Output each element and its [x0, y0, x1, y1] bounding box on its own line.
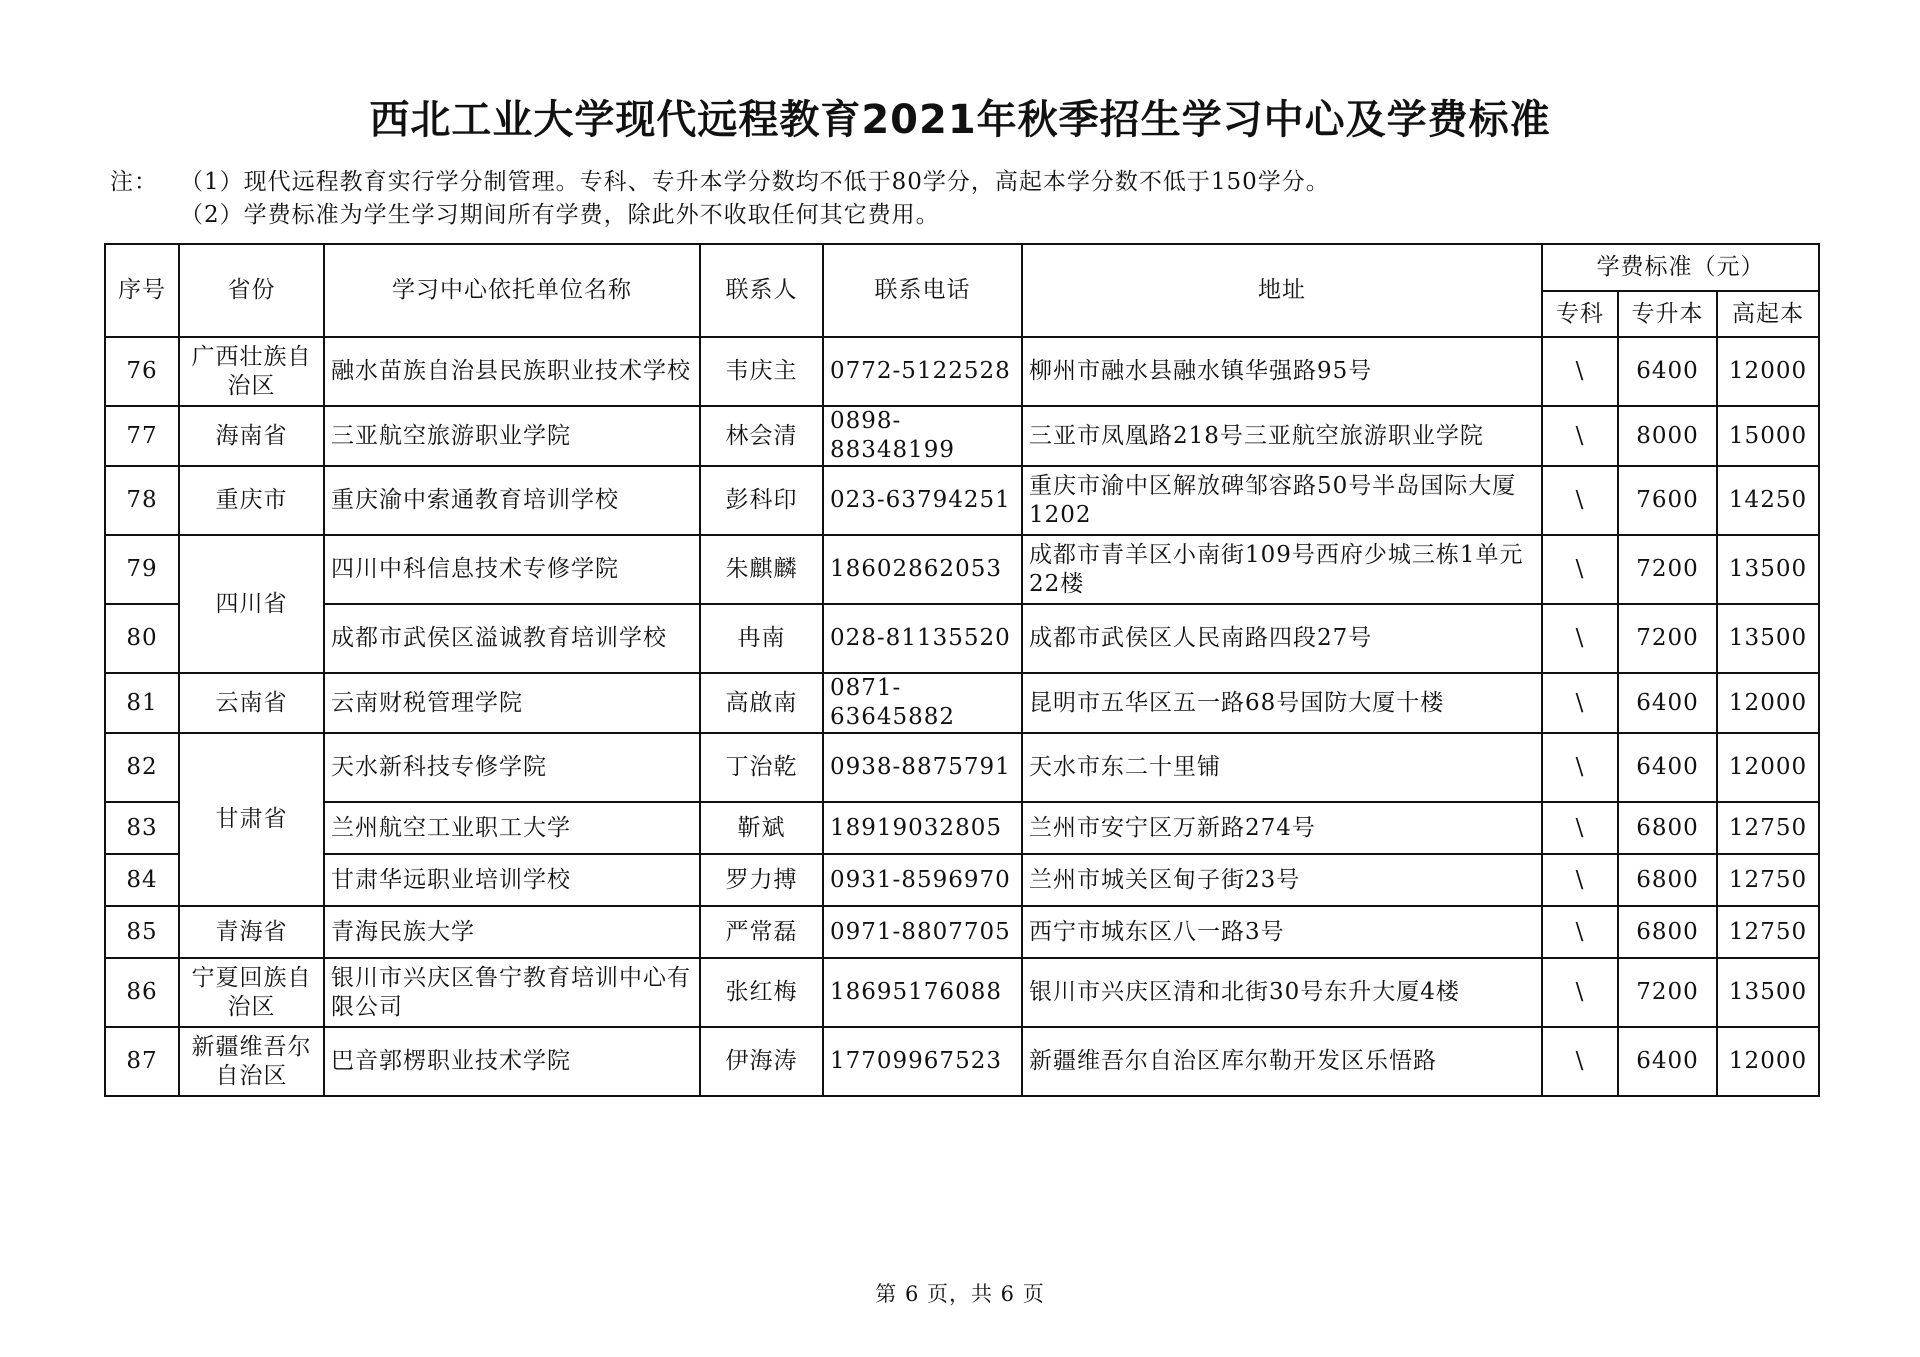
cell-contact: 伊海涛 [700, 1027, 823, 1096]
table-row [105, 673, 1819, 733]
cell-phone: 028-81135520 [823, 604, 1022, 673]
cell-phone: 17709967523 [823, 1027, 1022, 1096]
cell-index: 86 [105, 958, 179, 1027]
cell-fee-zsb: 6400 [1618, 1027, 1717, 1096]
cell-unit: 巴音郭楞职业技术学院 [324, 1027, 700, 1096]
cell-contact: 严常磊 [700, 906, 823, 958]
cell-address: 成都市青羊区小南街109号西府少城三栋1单元22楼 [1022, 535, 1542, 604]
cell-fee-zsb: 6400 [1618, 337, 1717, 406]
cell-unit: 四川中科信息技术专修学院 [324, 535, 700, 604]
cell-unit: 三亚航空旅游职业学院 [324, 406, 700, 466]
cell-phone: 18919032805 [823, 802, 1022, 854]
cell-fee-zsb: 6400 [1618, 673, 1717, 733]
cell-fee-gqb: 13500 [1717, 604, 1819, 673]
cell-fee-zk: \ [1542, 854, 1618, 906]
cell-province: 甘肃省 [179, 733, 324, 906]
cell-fee-zk: \ [1542, 673, 1618, 733]
cell-fee-zsb: 7200 [1618, 604, 1717, 673]
cell-fee-gqb: 12750 [1717, 802, 1819, 854]
cell-address: 银川市兴庆区清和北街30号东升大厦4楼 [1022, 958, 1542, 1027]
cell-unit: 天水新科技专修学院 [324, 733, 700, 802]
header-contact: 联系人 [700, 244, 823, 337]
cell-fee-zk: \ [1542, 535, 1618, 604]
cell-fee-zk: \ [1542, 337, 1618, 406]
header-fee-zsb: 专升本 [1618, 291, 1717, 337]
cell-unit: 甘肃华远职业培训学校 [324, 854, 700, 906]
cell-index: 80 [105, 604, 179, 673]
cell-phone: 0772-5122528 [823, 337, 1022, 406]
cell-address: 新疆维吾尔自治区库尔勒开发区乐悟路 [1022, 1027, 1542, 1096]
table-row [105, 406, 1819, 466]
cell-fee-gqb: 12000 [1717, 337, 1819, 406]
header-index: 序号 [105, 244, 179, 337]
cell-province: 新疆维吾尔自治区 [179, 1027, 324, 1096]
cell-fee-zsb: 6800 [1618, 802, 1717, 854]
table-row [105, 604, 1819, 673]
cell-unit: 融水苗族自治县民族职业技术学校 [324, 337, 700, 406]
header-fee-gqb: 高起本 [1717, 291, 1819, 337]
cell-province: 四川省 [179, 535, 324, 673]
note-line-2 [110, 199, 1330, 232]
cell-province: 重庆市 [179, 466, 324, 535]
cell-unit: 青海民族大学 [324, 906, 700, 958]
cell-fee-gqb: 14250 [1717, 466, 1819, 535]
cell-fee-gqb: 13500 [1717, 535, 1819, 604]
cell-unit: 重庆渝中索通教育培训学校 [324, 466, 700, 535]
cell-address: 天水市东二十里铺 [1022, 733, 1542, 802]
cell-fee-gqb: 12000 [1717, 673, 1819, 733]
cell-index: 77 [105, 406, 179, 466]
cell-fee-zk: \ [1542, 466, 1618, 535]
cell-fee-gqb: 12000 [1717, 733, 1819, 802]
cell-contact: 朱麒麟 [700, 535, 823, 604]
table-row [105, 1027, 1819, 1096]
cell-fee-gqb: 15000 [1717, 406, 1819, 466]
cell-address: 兰州市安宁区万新路274号 [1022, 802, 1542, 854]
header-unit: 学习中心依托单位名称 [324, 244, 700, 337]
table-row [105, 958, 1819, 1027]
cell-address: 西宁市城东区八一路3号 [1022, 906, 1542, 958]
cell-fee-zsb: 7200 [1618, 958, 1717, 1027]
table-row [105, 337, 1819, 406]
header-row [105, 244, 1819, 291]
cell-fee-zk: \ [1542, 1027, 1618, 1096]
cell-index: 81 [105, 673, 179, 733]
cell-fee-zsb: 6800 [1618, 906, 1717, 958]
cell-index: 84 [105, 854, 179, 906]
cell-fee-zk: \ [1542, 406, 1618, 466]
cell-index: 83 [105, 802, 179, 854]
cell-phone: 0871-63645882 [823, 673, 1022, 733]
cell-index: 82 [105, 733, 179, 802]
cell-fee-zsb: 7200 [1618, 535, 1717, 604]
cell-fee-zsb: 6400 [1618, 733, 1717, 802]
cell-fee-zsb: 6800 [1618, 854, 1717, 906]
header-address: 地址 [1022, 244, 1542, 337]
cell-address: 成都市武侯区人民南路四段27号 [1022, 604, 1542, 673]
cell-contact: 张红梅 [700, 958, 823, 1027]
cell-fee-zk: \ [1542, 733, 1618, 802]
header-fee-zk: 专科 [1542, 291, 1618, 337]
table-row [105, 802, 1819, 854]
table-row [105, 466, 1819, 535]
note-text-2: （2）学费标准为学生学习期间所有学费，除此外不收取任何其它费用。 [180, 202, 940, 228]
cell-index: 85 [105, 906, 179, 958]
cell-unit: 云南财税管理学院 [324, 673, 700, 733]
cell-contact: 靳斌 [700, 802, 823, 854]
cell-contact: 彭科印 [700, 466, 823, 535]
cell-address: 兰州市城关区甸子街23号 [1022, 854, 1542, 906]
cell-fee-gqb: 12000 [1717, 1027, 1819, 1096]
table-row [105, 906, 1819, 958]
note-text-1: （1）现代远程教育实行学分制管理。专科、专升本学分数均不低于80学分，高起本学分数不低于150学分。 [180, 169, 1330, 195]
cell-contact: 高啟南 [700, 673, 823, 733]
cell-fee-gqb: 13500 [1717, 958, 1819, 1027]
page-footer: 第 6 页，共 6 页 [875, 1282, 1045, 1306]
cell-phone: 0898-88348199 [823, 406, 1022, 466]
table-row [105, 535, 1819, 604]
header-province: 省份 [179, 244, 324, 337]
cell-fee-zk: \ [1542, 958, 1618, 1027]
cell-province: 青海省 [179, 906, 324, 958]
cell-contact: 丁治乾 [700, 733, 823, 802]
cell-fee-gqb: 12750 [1717, 854, 1819, 906]
table-row [105, 854, 1819, 906]
cell-phone: 023-63794251 [823, 466, 1022, 535]
cell-fee-zsb: 8000 [1618, 406, 1717, 466]
cell-contact: 罗力搏 [700, 854, 823, 906]
cell-unit: 兰州航空工业职工大学 [324, 802, 700, 854]
cell-address: 重庆市渝中区解放碑邹容路50号半岛国际大厦1202 [1022, 466, 1542, 535]
cell-phone: 18695176088 [823, 958, 1022, 1027]
cell-fee-zk: \ [1542, 604, 1618, 673]
page-title: 西北工业大学现代远程教育2021年秋季招生学习中心及学费标准 [369, 97, 1551, 143]
cell-phone: 18602862053 [823, 535, 1022, 604]
cell-fee-zk: \ [1542, 802, 1618, 854]
cell-unit: 银川市兴庆区鲁宁教育培训中心有限公司 [324, 958, 700, 1027]
cell-address: 昆明市五华区五一路68号国防大厦十楼 [1022, 673, 1542, 733]
cell-province: 广西壮族自治区 [179, 337, 324, 406]
note-line-1 [110, 166, 1330, 199]
cell-unit: 成都市武侯区溢诚教育培训学校 [324, 604, 700, 673]
cell-address: 三亚市凤凰路218号三亚航空旅游职业学院 [1022, 406, 1542, 466]
cell-address: 柳州市融水县融水镇华强路95号 [1022, 337, 1542, 406]
header-phone: 联系电话 [823, 244, 1022, 337]
cell-fee-zk: \ [1542, 906, 1618, 958]
cell-fee-gqb: 12750 [1717, 906, 1819, 958]
tuition-table [104, 243, 1820, 1097]
cell-phone: 0931-8596970 [823, 854, 1022, 906]
cell-index: 87 [105, 1027, 179, 1096]
cell-phone: 0971-8807705 [823, 906, 1022, 958]
cell-index: 79 [105, 535, 179, 604]
cell-contact: 冉南 [700, 604, 823, 673]
cell-phone: 0938-8875791 [823, 733, 1022, 802]
cell-province: 云南省 [179, 673, 324, 733]
cell-contact: 林会清 [700, 406, 823, 466]
cell-index: 78 [105, 466, 179, 535]
cell-contact: 韦庆主 [700, 337, 823, 406]
cell-fee-zsb: 7600 [1618, 466, 1717, 535]
cell-province: 海南省 [179, 406, 324, 466]
table-row [105, 733, 1819, 802]
cell-province: 宁夏回族自治区 [179, 958, 324, 1027]
notes [110, 166, 1330, 232]
header-fee-group: 学费标准（元） [1542, 244, 1819, 291]
cell-index: 76 [105, 337, 179, 406]
note-prefix: 注： [110, 169, 158, 195]
